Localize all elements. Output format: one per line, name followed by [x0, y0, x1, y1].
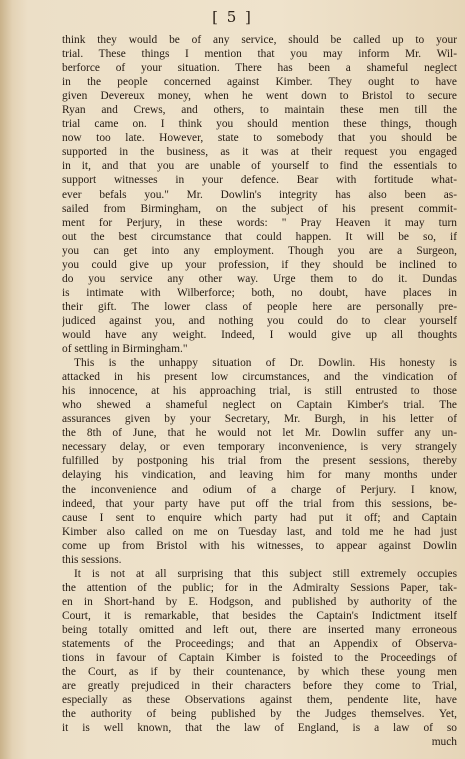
text-line: sailed from Birmingham, on the subject of his present commit- — [62, 202, 457, 215]
text-line: ment for Perjury, in these words: " Pray Heaven it may turn — [62, 216, 457, 229]
text-line: “ berforce of your situation. There has been a shameful neglect — [62, 61, 457, 75]
text-line: the Court, as if by their countenance, by which these young men — [62, 666, 457, 679]
text-line: delaying his vindication, and leaving him for many months under — [62, 469, 457, 482]
text-line: “ given Devereux money, when he went down to Bristol to secure — [62, 89, 457, 103]
text-line: This is the unhappy situation of Dr. Dowlin. His honesty is — [74, 357, 457, 370]
text-line: “ trial came on. I think you should mention these things, though — [62, 117, 457, 131]
text-line: tions in favour of Captain Kimber is foisted to the Proceedings of — [62, 652, 457, 665]
text-line: indeed, that your party have put off the trial from this sessions, be- — [62, 497, 457, 510]
body-text — [62, 33, 457, 749]
text-line: who shewed a shameful neglect on Captain Kimber's trial. The — [62, 399, 457, 412]
text-line: “ in it, and that you are unable of yourself to find the essentials to — [62, 159, 457, 173]
text-line: the attention of the public; for in the Admiralty Sessions Paper, tak- — [62, 581, 457, 594]
text-line: it is well known, that the law of England, is a law of so — [62, 722, 457, 735]
text-line: especially as these Observations against them, pendente lite, have — [62, 694, 457, 707]
text-line: “ Ryan and Crews, and others, to maintain these men till the — [62, 103, 457, 117]
text-line: “ is intimate with Wilberforce; both, no doubt, have places in — [62, 286, 457, 300]
text-line: “ support witnesses in your defence. Bear with fortitude what- — [62, 173, 457, 187]
text-line: “ would have any weight. Indeed, I would give up all thoughts — [62, 328, 457, 342]
text-line: assurances given by your Secretary, Mr. Burgh, in his letter of — [62, 413, 457, 426]
text-line: the 8th of June, that he would not let Mr. Dowlin suffer any un- — [62, 427, 457, 440]
text-line: “ ever befals you." Mr. Dowlin's integrity has also been as- — [62, 188, 457, 202]
text-line: “ their gift. The lower class of people here are personally pre- — [62, 300, 457, 314]
text-line: the inconvenience and odium of a charge of Perjury. I know, — [62, 483, 457, 496]
text-line: “ in the people concerned against Kimber. They ought to have — [62, 75, 457, 89]
text-line: en in Short-hand by E. Hodgson, and published by authority of the — [62, 595, 457, 608]
text-line: “ you can get into any employment. Though you are a Surgeon, — [62, 244, 457, 258]
text-line: come up from Bristol with his witnesses, to appear against Dowlin — [62, 539, 457, 552]
text-line: are greatly prejudiced in their characters before they come to Trial, — [62, 680, 457, 693]
text-line: Kimber also called on me on Tuesday last, and told me he had just — [62, 525, 457, 538]
text-line: “ do you service any other way. Urge them to do it. Dundas — [62, 272, 457, 286]
page-spine-shadow — [0, 0, 12, 759]
text-line: the authority of being published by the Judges themselves. Yet, — [62, 708, 457, 721]
text-line: his innocence, at his approaching trial, is still entrusted to those — [62, 385, 457, 398]
text-line: “ judiced against you, and nothing you could do to clear yourself — [62, 314, 457, 328]
text-line: “ of settling in Birmingham." — [62, 342, 457, 356]
text-line: “ trial. These things I mention that you may inform Mr. Wil- — [62, 47, 457, 61]
text-line: statements of the Proceedings; and that an Appendix of Observa- — [62, 638, 457, 651]
text-line: It is not at all surprising that this subject still extremely occupies — [74, 567, 457, 580]
text-line: “ think they would be of any service, should be called up to your — [62, 33, 457, 47]
catchword: much — [431, 736, 457, 749]
text-line: “ now too late. However, state to somebody that you should be — [62, 131, 457, 145]
text-line: necessary delay, or even temporary inconvenience, is very strangely — [62, 441, 457, 454]
page-number: [ 5 ] — [212, 8, 253, 26]
text-line: this sessions. — [62, 553, 122, 566]
text-line: cause I sent to enquire which party had put it off; and Captain — [62, 511, 457, 524]
text-line: “ you could give up your profession, if they should be inclined to — [62, 258, 457, 272]
text-line: fulfilled by postponing his trial from the present sessions, thereby — [62, 455, 457, 468]
text-line: attacked in his present low circumstances, and the vindication of — [62, 371, 457, 384]
text-line: being totally omitted and left out, there are inserted many erroneous — [62, 623, 457, 636]
text-line: “ out the best circumstance that could happen. It will be so, if — [62, 230, 457, 244]
text-line: “ supported in the business, as it was at their request you engaged — [62, 145, 457, 159]
text-line: Court, it is remarkable, that besides the Captain's Indictment itself — [62, 609, 457, 622]
